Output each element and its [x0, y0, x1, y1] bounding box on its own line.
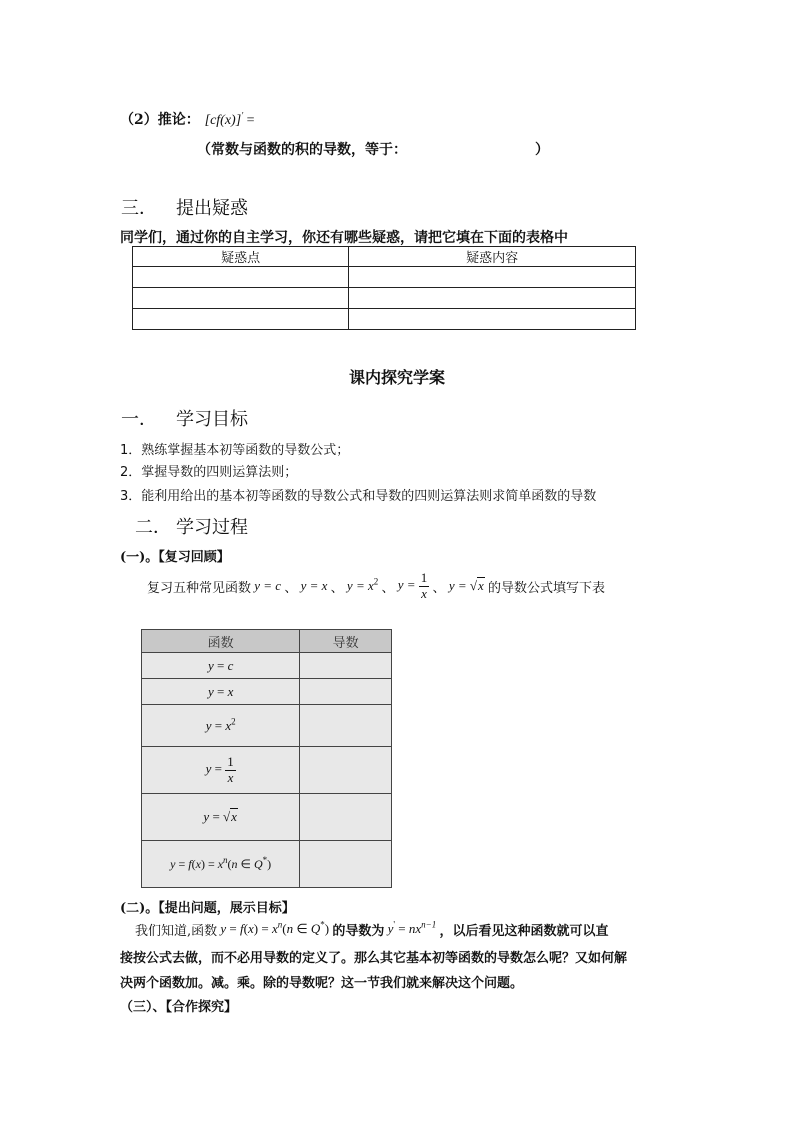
doubt-table [132, 246, 636, 330]
goals-num: 一． [121, 409, 157, 430]
deriv-row [142, 794, 392, 841]
review-intro-pre: 复习五种常见函数 [147, 580, 252, 596]
doubt-cell[interactable] [349, 267, 636, 288]
process-title: 学习过程 [176, 517, 248, 538]
deriv-row [142, 679, 392, 705]
process-num: 二． [135, 517, 171, 538]
deriv-row [142, 653, 392, 679]
goals-title: 学习目标 [176, 409, 248, 430]
page-heading: 课内探究学案 [348, 368, 445, 387]
doubt-cell[interactable] [349, 288, 636, 309]
deriv-answer-cell[interactable] [300, 705, 392, 747]
problem-line3-text: 决两个函数加。减。乘。除的导数呢？这一节我们就来解决这个问题。 [120, 976, 524, 991]
problem-line1-pre: 我们知道,函数 [135, 923, 218, 939]
corollary-label: （2）推论： [120, 112, 200, 128]
corollary-line [120, 109, 255, 129]
review-intro-post: 的导数公式填写下表 [488, 580, 606, 596]
doubt-row [133, 267, 636, 288]
deriv-header-derivative: 导数 [300, 630, 392, 653]
deriv-table-header [142, 630, 392, 653]
deriv-row [142, 747, 392, 794]
problem-line-3 [120, 972, 523, 991]
doubt-table-header [133, 247, 636, 267]
problem-line-1: 我们知道,函数 $y = f(x) = x^n(n$ ∈ Q*) 的导数为 $y' = nx^{n-1}$ ，以后看见这种函数就可以直 [135, 919, 609, 939]
deriv-func-cell: y = $\frac{1}{x}$ [142, 747, 300, 794]
doubt-cell[interactable] [133, 288, 349, 309]
deriv-func-cell: $y = f(x) = x^n(n$ ∈ Q*) [142, 841, 300, 888]
doubt-cell[interactable] [349, 309, 636, 330]
deriv-answer-cell[interactable] [300, 841, 392, 888]
deriv-answer-cell[interactable] [300, 794, 392, 841]
problem-line-2: 接按公式去做，而不必用导数的定义了。那么其它基本初等函数的导数怎么呢？又如何解 [120, 951, 628, 966]
corollary-note [197, 139, 407, 159]
goal-item-1: 1．熟练掌握基本初等函数的导数公式； [120, 443, 350, 458]
doubt-header-point: 疑惑点 [133, 247, 349, 267]
corollary-note-close: ） [535, 142, 549, 158]
doubt-cell[interactable] [133, 309, 349, 330]
review-label: (一)。【复习回顾】 [120, 550, 230, 565]
derivative-table [141, 629, 392, 888]
deriv-answer-cell[interactable] [300, 679, 392, 705]
section3-title: 提出疑惑 [176, 198, 248, 219]
section3-num: 三． [121, 198, 157, 219]
deriv-row [142, 841, 392, 888]
doubt-row [133, 309, 636, 330]
deriv-func-cell: $y = x^2$ [142, 705, 300, 747]
doubt-header-content: 疑惑内容 [349, 247, 636, 267]
doubt-row [133, 288, 636, 309]
review-intro: 复习五种常见函数 y = c 、 y = x 、 $y = x^2$ 、 y = $\frac{1}{x}$ 、 y = √x 的导数公式填写下表 [147, 570, 606, 601]
deriv-answer-cell[interactable] [300, 747, 392, 794]
problem-label: (二)。【提出问题，展示目标】 [120, 901, 295, 916]
problem-line1-mid: 的导数为 [332, 923, 385, 939]
corollary-formula: [cf(x)]' = [204, 110, 255, 128]
section3-intro: 同学们，通过你的自主学习，你还有哪些疑惑，请把它填在下面的表格中 [120, 230, 568, 246]
deriv-row [142, 705, 392, 747]
deriv-func-cell: y = √x [142, 794, 300, 841]
goal-item-2: 2．掌握导数的四则运算法则； [120, 465, 298, 480]
deriv-header-function: 函数 [142, 630, 300, 653]
section3-heading [121, 194, 157, 220]
deriv-func-cell: y = x [142, 679, 300, 705]
goal-item-3: 3．能利用给出的基本初等函数的导数公式和导数的四则运算法则求简单函数的导数 [120, 489, 597, 504]
deriv-func-cell: y = c [142, 653, 300, 679]
corollary-note-text: （常数与函数的积的导数，等于： [197, 142, 407, 158]
problem-line1-post: ，以后看见这种函数就可以直 [439, 923, 609, 939]
deriv-answer-cell[interactable] [300, 653, 392, 679]
doubt-cell[interactable] [133, 267, 349, 288]
coop-label: （三）、【合作探究】 [120, 1000, 238, 1015]
